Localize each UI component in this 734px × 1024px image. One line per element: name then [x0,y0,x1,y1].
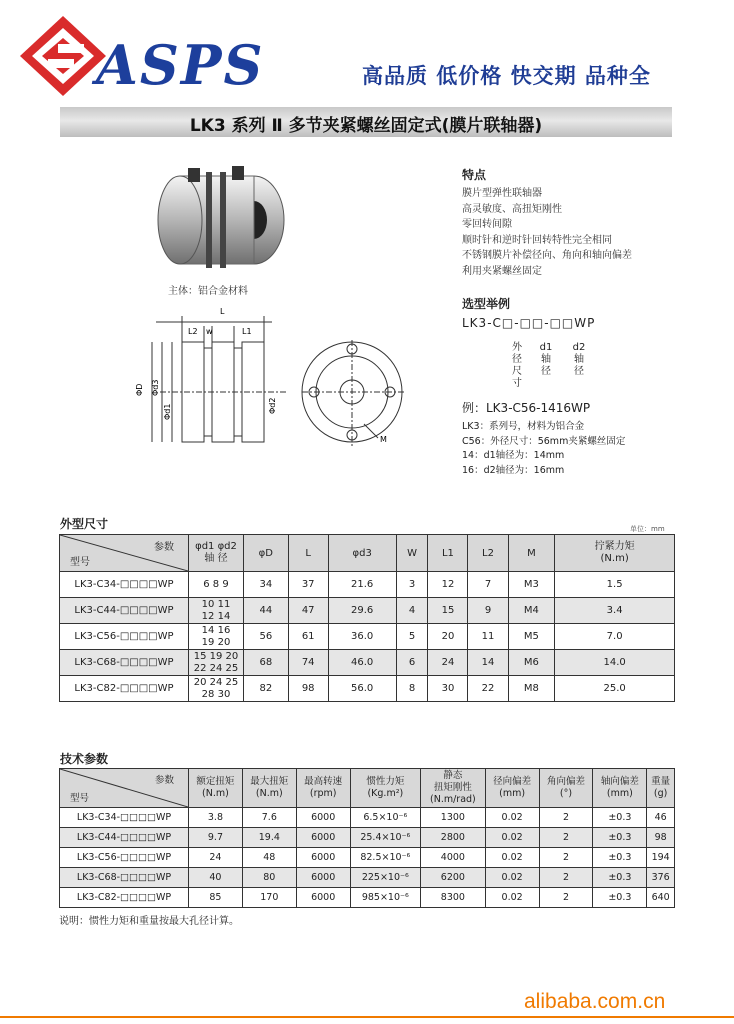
table-row: LK3-C44-□□□□WP 9.7 19.4 6000 25.4×10⁻⁶ 2800 0.02 2 ±0.3 98 [60,828,675,848]
header-l2: L2 [468,535,508,572]
header-rated-torque: 额定扭矩 (N.m) [189,769,243,808]
table-row: LK3-C44-□□□□WP 10 11 12 14 44 47 29.6 4 15 9 M4 3.4 [60,598,675,624]
label-l2: L2 [188,327,198,336]
features-list [462,186,632,279]
header-w: W [396,535,428,572]
dimensions-table [59,534,675,702]
table-row: LK3-C56-□□□□WP 14 16 19 20 56 61 36.0 5 20 11 M5 7.0 [60,624,675,650]
table-row: LK3-C68-□□□□WP 15 19 20 22 24 25 68 74 46.0 6 24 14 M6 14.0 [60,650,675,676]
page-title: LK3 系列 Ⅱ 多节夹紧螺丝固定式(膜片联轴器) [189,116,543,136]
header-inertia: 惯性力矩 (Kg.m²) [350,769,420,808]
selection-code: LK3-C□-□□-□□WP [462,316,596,330]
feature-item: 零回转间隙 [462,219,512,230]
label-d2: Φd2 [268,397,277,414]
header-d3: φd3 [328,535,396,572]
selection-example: 例：LK3-C56-1416WP [462,401,591,415]
label-w: w [206,327,213,336]
header-max-torque: 最大扭矩 (N.m) [242,769,296,808]
header-l1: L1 [428,535,468,572]
feature-item: 利用夹紧螺丝固定 [462,265,542,277]
asps-logo-icon [18,14,108,98]
label-m: M [380,435,387,444]
header-param-model: 参数 型号 [60,769,189,808]
feature-item: 顺时针和逆时针回转特性完全相同 [462,234,612,246]
selection-title: 选型举例 [462,297,511,311]
example-notes [462,420,625,478]
label-d: ΦD [135,383,144,396]
example-note: 16：d2轴径为：16mm [462,464,565,476]
label-d3: Φd3 [151,379,160,396]
header-angular: 角向偏差 (°) [539,769,593,808]
selection-col-d2: d2 轴 径 [572,342,586,377]
header-shaft: φd1 φd2 轴 径 [189,535,244,572]
header-radial: 径向偏差 (mm) [485,769,539,808]
tech-table [59,768,675,908]
table-row: LK3-C34-□□□□WP 3.8 7.6 6000 6.5×10⁻⁶ 1300 0.02 2 ±0.3 46 [60,808,675,828]
features-title: 特点 [462,168,487,182]
header-m: M [508,535,555,572]
header-param-model: 参数 型号 [60,535,189,572]
dimensions-title: 外型尺寸 [60,517,109,531]
feature-item: 膜片型弹性联轴器 [462,188,542,199]
example-note: LK3：系列号，材料为铝合金 [462,421,585,432]
photo-caption: 主体：铝合金材料 [168,286,248,297]
unit-note: 单位：mm [630,525,665,533]
footer-divider [0,1016,734,1018]
header-od: φD [244,535,289,572]
brand-name: ASPS [96,33,265,97]
header-weight: 重量 (g) [647,769,675,808]
example-note: C56：外径尺寸：56mm夹紧螺丝固定 [462,435,626,447]
table-row: LK3-C68-□□□□WP 40 80 6000 225×10⁻⁶ 6200 0.02 2 ±0.3 376 [60,868,675,888]
header-length: L [288,535,328,572]
label-l: L [220,307,225,316]
tech-title: 技术参数 [60,752,109,766]
table-row: LK3-C56-□□□□WP 24 48 6000 82.5×10⁻⁶ 4000 0.02 2 ±0.3 194 [60,848,675,868]
example-note: 14：d1轴径为：14mm [462,450,565,461]
footnote: 说明：惯性力矩和重量按最大孔径计算。 [59,916,239,927]
dimension-drawing [112,302,412,472]
selection-col-od: 外 径 尺 寸 [512,342,522,389]
header-axial: 轴向偏差 (mm) [593,769,647,808]
feature-item: 不锈钢膜片补偿径向、角向和轴向偏差 [462,250,632,261]
header-torque: 拧紧力矩 (N.m) [555,535,675,572]
label-l1: L1 [242,327,252,336]
header-max-speed: 最高转速 (rpm) [296,769,350,808]
table-row: LK3-C82-□□□□WP 20 24 25 28 30 82 98 56.0 8 30 22 M8 25.0 [60,676,675,702]
header-stiffness: 静态 扭矩刚性 (N.m/rad) [421,769,486,808]
feature-item: 高灵敏度、高扭矩刚性 [462,203,562,215]
coupling-photo [150,150,290,280]
selection-col-d1: d1 轴 径 [539,342,553,377]
label-d1: Φd1 [163,403,172,420]
footer-watermark: alibaba.com.cn [524,990,666,1013]
slogan: 高品质 低价格 快交期 品种全 [362,64,651,88]
table-row: LK3-C82-□□□□WP 85 170 6000 985×10⁻⁶ 8300 0.02 2 ±0.3 640 [60,888,675,908]
table-row: LK3-C34-□□□□WP 6 8 9 34 37 21.6 3 12 7 M3 1.5 [60,572,675,598]
